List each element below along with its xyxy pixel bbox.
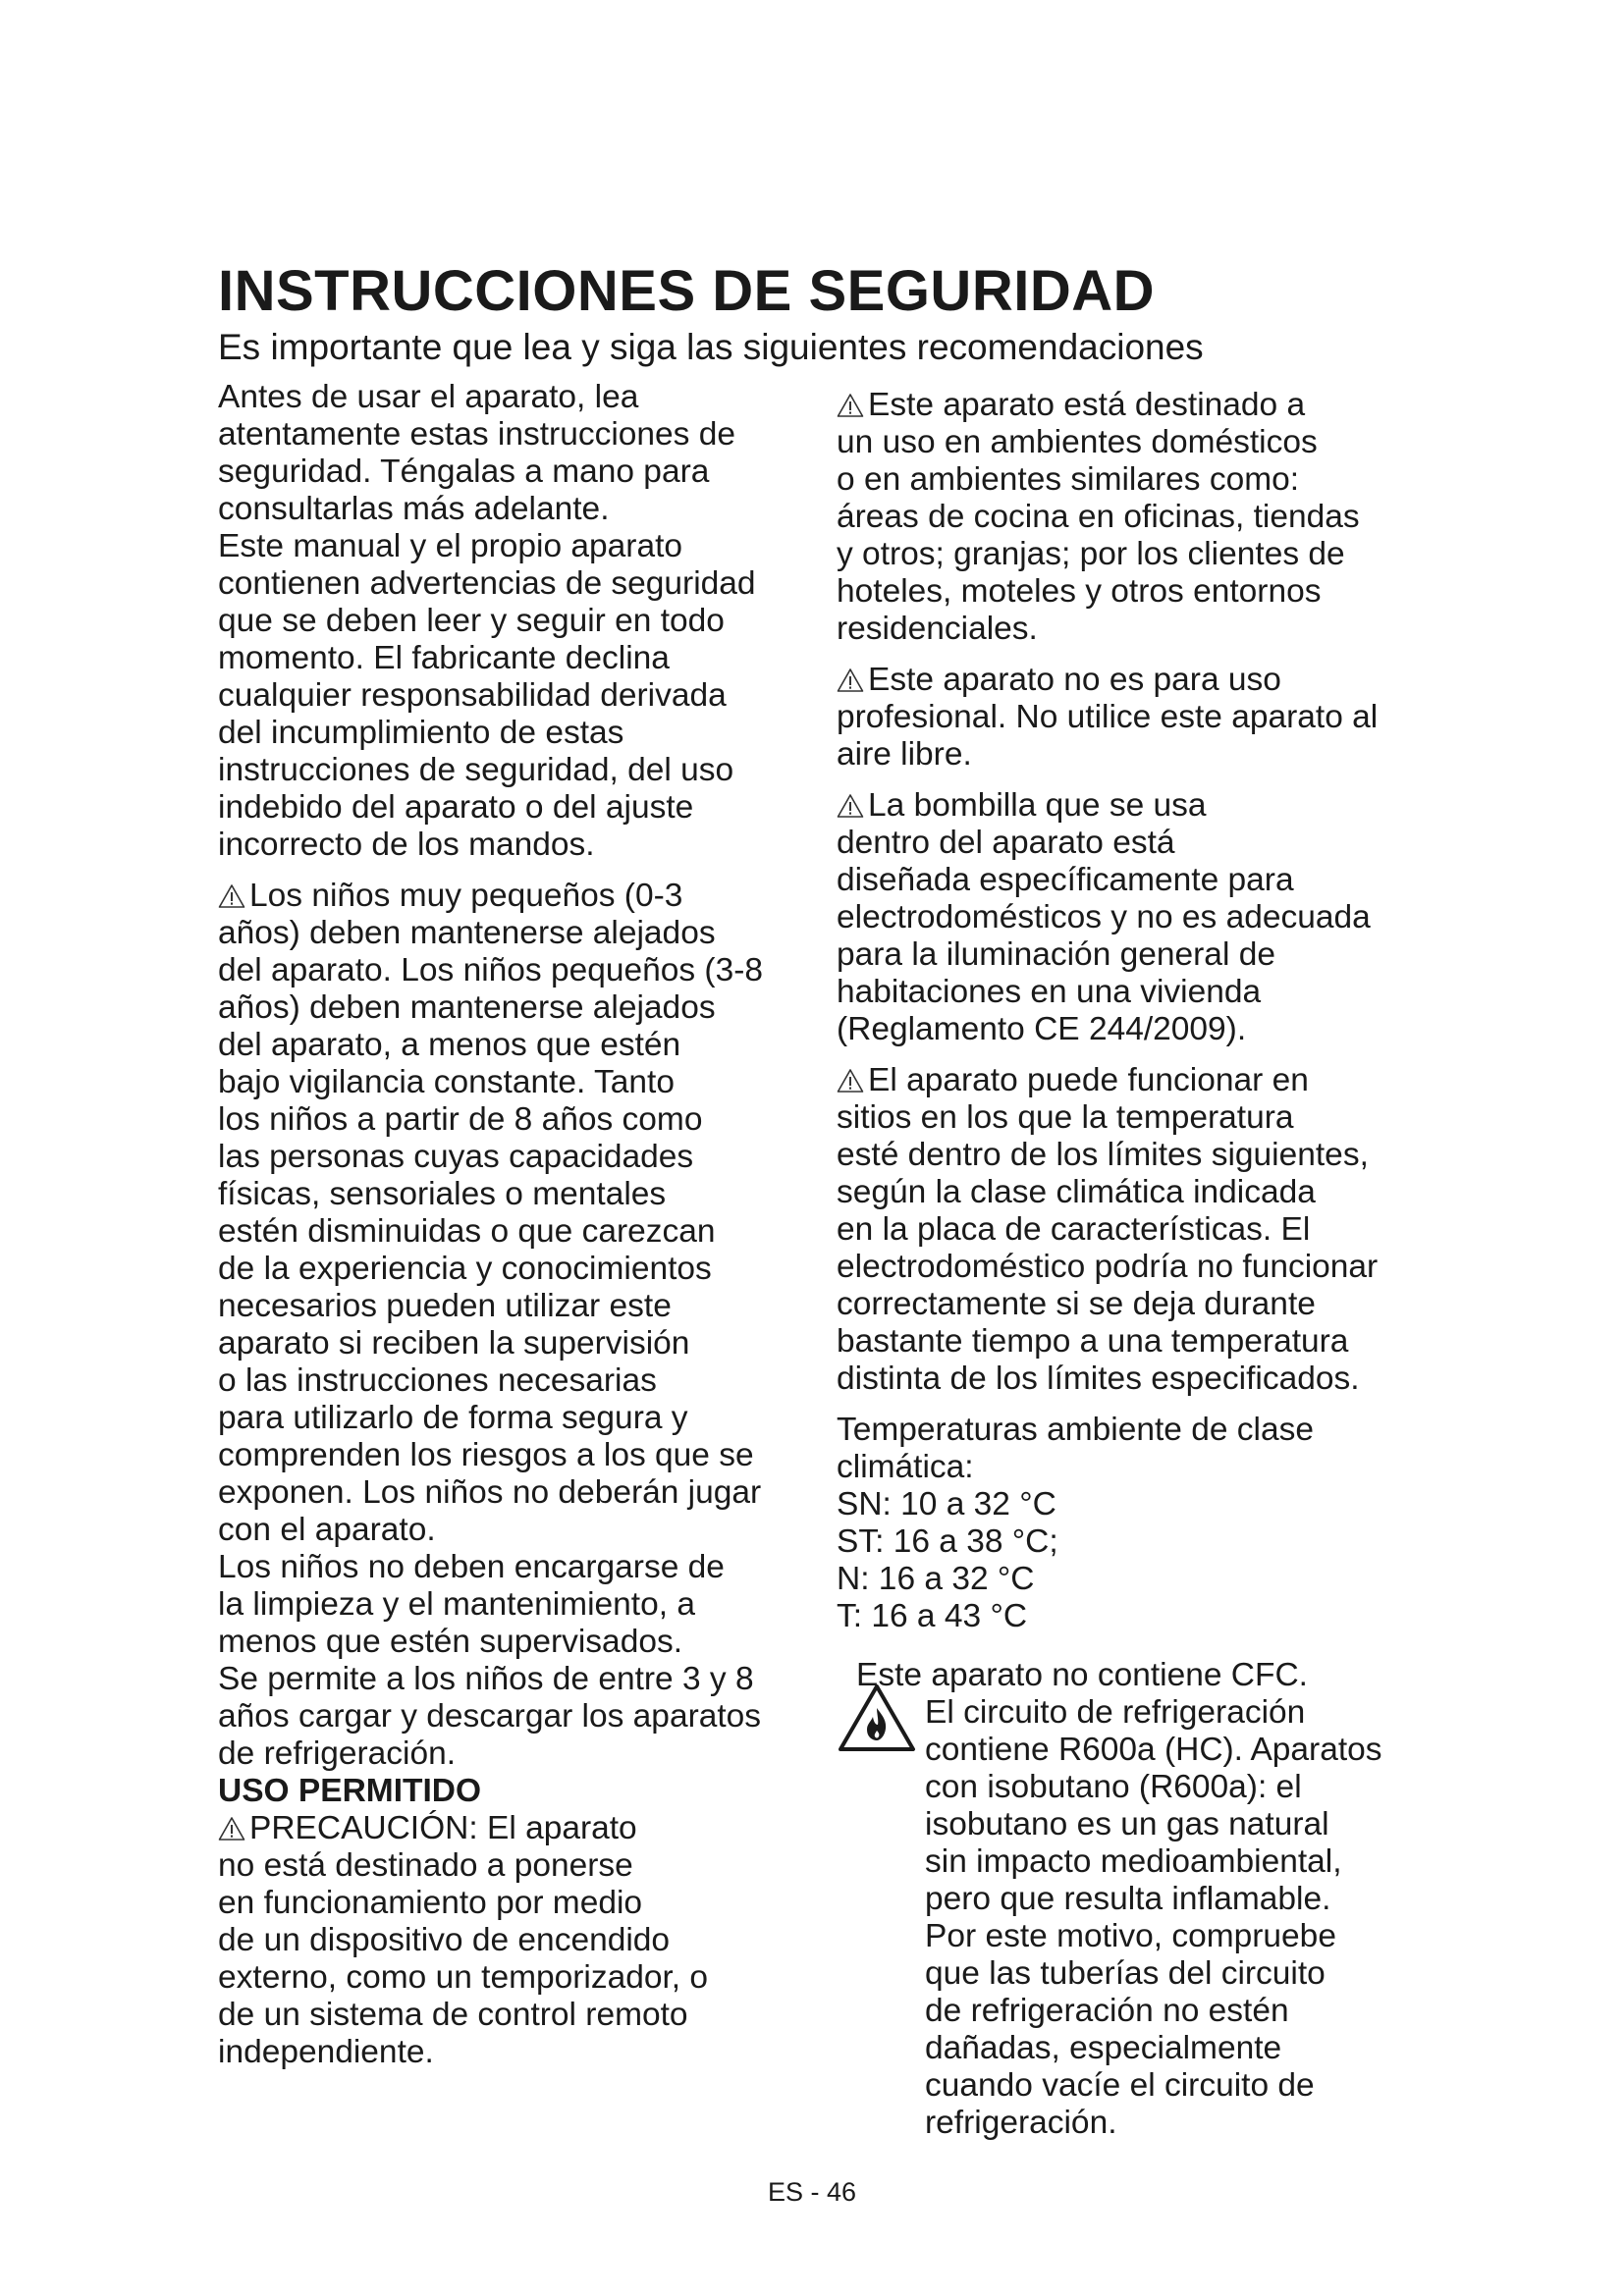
climate-class-t: T: 16 a 43 °C: [837, 1598, 1028, 1634]
cfc-statement: Este aparato no contiene CFC.: [856, 1657, 1308, 1693]
climate-class-sn: SN: 10 a 32 °C: [837, 1486, 1056, 1522]
professional-use-paragraph: [837, 662, 1426, 774]
domestic-use-text: Este aparato está destinado a un uso en ambientes domésticos o en ambientes similares como: áreas de cocina en oficinas, tiendas y otros; granjas; por los clientes de hoteles, moteles y otros entornos residenciales.: [837, 387, 1360, 647]
warning-triangle-icon: [837, 793, 864, 819]
bulb-text: La bombilla que se usa dentro del aparato está diseñada específicamente para electrodomésticos y no es adecuada para la iluminación general de habitaciones en una vivienda (Reglamento CE 244/2009).: [837, 787, 1371, 1047]
refrigerant-paragraph: El circuito de refrigeración contiene R600a (HC). Aparatos con isobutano (R600a): el isobutano es un gas natural sin impacto medioambiental, pero que resulta inflamable. Por este motivo, compruebe que las tuberías del circuito de refrigeración no estén dañadas, especialmente cuando vacíe el circuito de refrigeración.: [925, 1694, 1382, 2141]
climate-class-st: ST: 16 a 38 °C;: [837, 1523, 1058, 1560]
flammable-warning-icon: [837, 1682, 917, 1753]
professional-use-text: Este aparato no es para uso profesional. No utilice este aparato al aire libre.: [837, 662, 1379, 773]
bulb-paragraph: [837, 787, 1426, 1048]
section-heading-permitted-use: USO PERMITIDO: [218, 1773, 482, 1809]
left-column: [218, 379, 807, 2071]
temperature-text: El aparato puede funcionar en sitios en los que la temperatura esté dentro de los límites siguientes, según la clase climática indicada en la placa de características. El electrodoméstico podría no funcionar correctamente si se deja durante bastante tiempo a una temperatura distinta de los límites especificados.: [837, 1062, 1379, 1397]
caution-text: PRECAUCIÓN: El aparato no está destinado a ponerse en funcionamiento por medio de un dispositivo de encendido externo, como un temporizador, o de un sistema de control remoto independiente.: [218, 1810, 709, 2070]
warning-triangle-icon: [837, 393, 864, 418]
page-subtitle: Es importante que lea y siga las siguientes recomendaciones: [218, 327, 1204, 367]
intro-paragraph: Antes de usar el aparato, lea atentamente estas instrucciones de seguridad. Téngalas a mano para consultarlas más adelante.: [218, 379, 736, 527]
climate-class-n: N: 16 a 32 °C: [837, 1561, 1035, 1597]
warning-triangle-icon: [218, 883, 245, 909]
cleaning-paragraph: Los niños no deben encargarse de la limpieza y el mantenimiento, a menos que estén supervisados.: [218, 1549, 725, 1660]
children-warning-paragraph: [218, 878, 807, 1549]
cfc-block: [837, 1657, 1426, 2142]
manual-warning-paragraph: Este manual y el propio aparato contienen advertencias de seguridad que se deben leer y seguir en todo momento. El fabricante declina cualquier responsabilidad derivada del incumplimiento de estas instrucciones de seguridad, del uso indebido del aparato o del ajuste incorrecto de los mandos.: [218, 528, 756, 863]
warning-triangle-icon: [218, 1816, 245, 1842]
domestic-use-paragraph: [837, 387, 1426, 648]
temperature-paragraph: [837, 1062, 1426, 1398]
page-title: INSTRUCCIONES DE SEGURIDAD: [218, 259, 1155, 323]
right-column: [837, 387, 1426, 2142]
warning-triangle-icon: [837, 1068, 864, 1094]
caution-paragraph: [218, 1810, 807, 2071]
loading-paragraph: Se permite a los niños de entre 3 y 8 años cargar y descargar los aparatos de refrigeración.: [218, 1661, 762, 1772]
warning-triangle-icon: [837, 667, 864, 693]
children-warning-text: Los niños muy pequeños (0-3 años) deben mantenerse alejados del aparato. Los niños pequeños (3-8 años) deben mantenerse alejados del aparato, a menos que estén bajo vigilancia constante. Tanto los niños a partir de 8 años como las personas cuyas capacidades físicas, sensoriales o mentales estén disminuidas o que carezcan de la experiencia y conocimientos necesarios pueden utilizar este aparato si reciben la supervisión o las instrucciones necesarias para utilizarlo de forma segura y comprenden los riesgos a los que se exponen. Los niños no deberán jugar con el aparato.: [218, 878, 764, 1548]
climate-class-heading: Temperaturas ambiente de clase climática:: [837, 1412, 1315, 1485]
page-number: ES - 46: [767, 2177, 857, 2207]
